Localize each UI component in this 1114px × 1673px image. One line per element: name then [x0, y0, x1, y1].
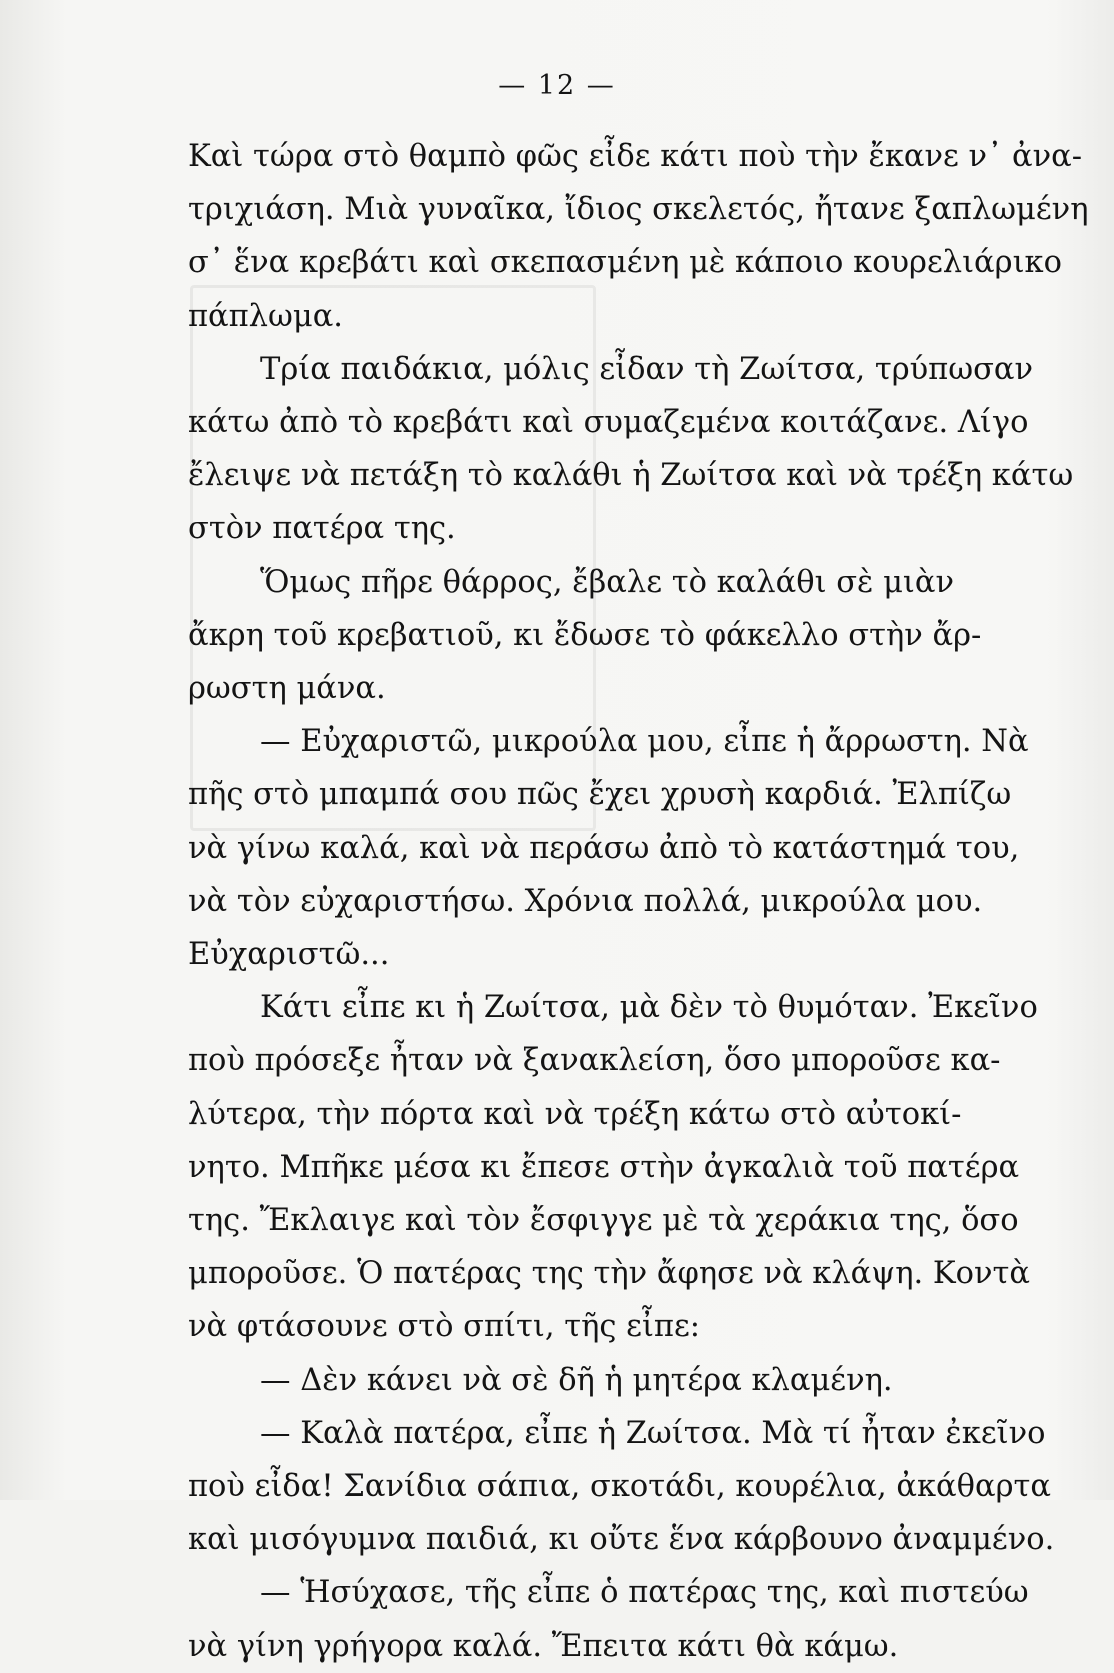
text-line: — Δὲν κάνει νὰ σὲ δῆ ἡ μητέρα κλαμένη.	[260, 1362, 893, 1398]
page-number: — 12 —	[498, 70, 616, 101]
text-line: — Ἡσύχασε, τῆς εἶπε ὁ πατέρας της, καὶ πιστεύω	[260, 1575, 1029, 1611]
text-line: νὰ τὸν εὐχαριστήσω. Χρόνια πολλά, μικρούλα μου.	[188, 883, 983, 919]
text-line: κάτω ἀπὸ τὸ κρεβάτι καὶ συμαζεμένα κοιτάζανε. Λίγο	[188, 405, 1029, 441]
text-line: νὰ φτάσουνε στὸ σπίτι, τῆς εἶπε:	[188, 1309, 701, 1345]
text-line: πάπλωμα.	[188, 298, 344, 334]
text-line: ρωστη μάνα.	[188, 671, 386, 707]
text-line: πῆς στὸ μπαμπά σου πῶς ἔχει χρυσὴ καρδιά. Ἐλπίζω	[188, 777, 1012, 813]
text-line: καὶ μισόγυμνα παιδιά, κι οὔτε ἕνα κάρβουνο ἀναμμένο.	[188, 1522, 1055, 1558]
text-line: σ᾿ ἕνα κρεβάτι καὶ σκεπασμένη μὲ κάποιο κουρελιάρικο	[188, 245, 1062, 281]
text-line: Κάτι εἶπε κι ἡ Ζωίτσα, μὰ δὲν τὸ θυμόταν. Ἐκεῖνο	[260, 990, 1038, 1026]
text-line: — Εὐχαριστῶ, μικρούλα μου, εἶπε ἡ ἄρρωστη. Νὰ	[260, 724, 1029, 760]
body-text	[188, 130, 1089, 1673]
text-line: στὸν πατέρα της.	[188, 511, 456, 547]
text-line: της. Ἔκλαιγε καὶ τὸν ἔσφιγγε μὲ τὰ χεράκια της, ὅσο	[188, 1203, 1019, 1239]
text-line: νὰ γίνη γρήγορα καλά. Ἔπειτα κάτι θὰ κάμω.	[188, 1628, 899, 1664]
text-line: τριχιάση. Μιὰ γυναῖκα, ἴδιος σκελετός, ἤτανε ξαπλωμένη	[188, 192, 1089, 228]
text-line: νὰ γίνω καλά, καὶ νὰ περάσω ἀπὸ τὸ κατάστημά του,	[188, 830, 1020, 866]
text-line: Ὅμως πῆρε θάρρος, ἔβαλε τὸ καλάθι σὲ μιὰν	[260, 564, 955, 600]
text-line: ποὺ πρόσεξε ἦταν νὰ ξανακλείση, ὅσο μποροῦσε κα-	[188, 1043, 1001, 1079]
text-line: ἄκρη τοῦ κρεβατιοῦ, κι ἔδωσε τὸ φάκελλο στὴν ἄρ-	[188, 617, 982, 653]
text-line: ποὺ εἶδα! Σανίδια σάπια, σκοτάδι, κουρέλια, ἀκάθαρτα	[188, 1469, 1052, 1505]
text-line: Τρία παιδάκια, μόλις εἶδαν τὴ Ζωίτσα, τρύπωσαν	[260, 351, 1034, 387]
text-line: λύτερα, τὴν πόρτα καὶ νὰ τρέξη κάτω στὸ αὐτοκί-	[188, 1096, 962, 1132]
text-line: — Καλὰ πατέρα, εἶπε ἡ Ζωίτσα. Μὰ τί ἦταν ἐκεῖνο	[260, 1415, 1046, 1451]
text-line: Εὐχαριστῶ...	[188, 937, 390, 973]
text-line: μποροῦσε. Ὁ πατέρας της τὴν ἄφησε νὰ κλάψη. Κοντὰ	[188, 1256, 1031, 1292]
text-line: ἔλειψε νὰ πετάξη τὸ καλάθι ἡ Ζωίτσα καὶ νὰ τρέξη κάτω	[188, 458, 1074, 494]
text-line: νητο. Μπῆκε μέσα κι ἔπεσε στὴν ἀγκαλιὰ τοῦ πατέρα	[188, 1149, 1020, 1185]
text-line: Καὶ τώρα στὸ θαμπὸ φῶς εἶδε κάτι ποὺ τὴν ἔκανε ν᾿ ἀνα-	[188, 139, 1083, 174]
